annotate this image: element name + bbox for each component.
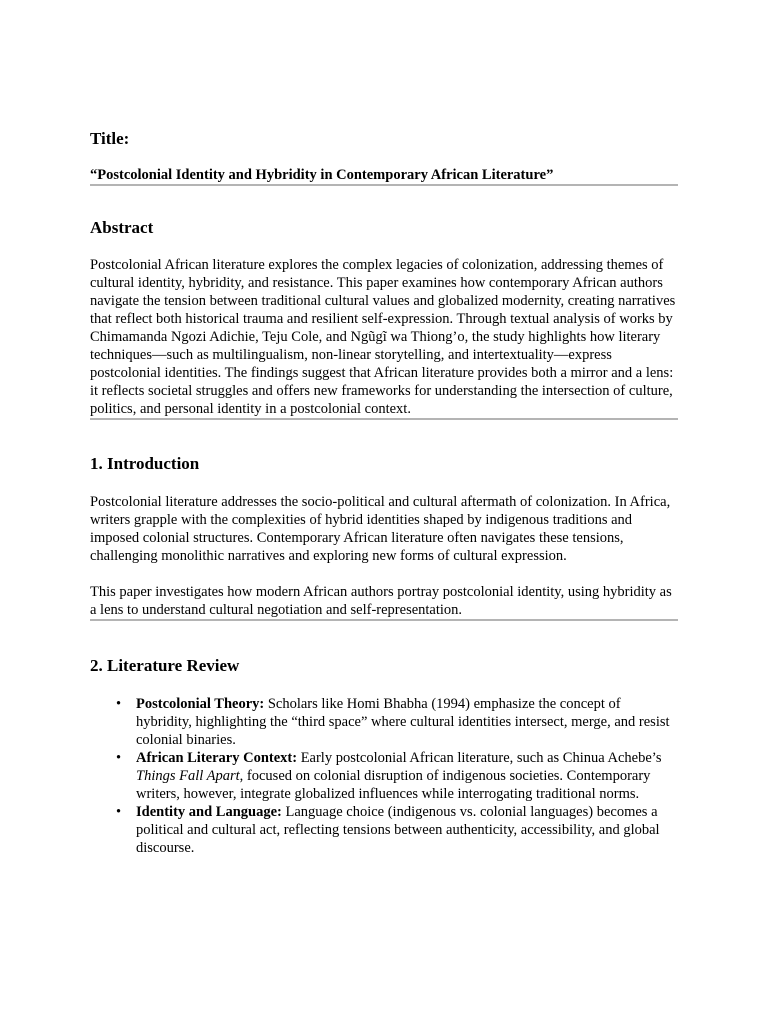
list-item	[116, 695, 678, 749]
abstract-heading: Abstract	[90, 218, 154, 237]
bullet-icon: •	[116, 750, 122, 766]
divider	[90, 418, 678, 420]
divider	[90, 619, 678, 621]
list-item-term: Postcolonial Theory:	[136, 696, 265, 712]
abstract-text: Postcolonial African literature explores the complex legacies of colonization, addressing themes of cultural identity, hybridity, and resistance. This paper examines how contemporary African authors navigate the tension between traditional cultural values and globalized modernity, creating narratives that reflect both historical trauma and resilient self-expression. Through textual analysis of works by Chimamanda Ngozi Adichie, Teju Cole, and Ngũgĩ wa Thiong’o, the study highlights how literary techniques—such as multilingualism, non-linear storytelling, and intertextuality—express postcolonial identities. The findings suggest that African literature provides both a mirror and a lens: it reflects societal struggles and offers new frameworks for understanding the intersection of culture, politics, and personal identity in a postcolonial context.	[90, 257, 676, 417]
list-item-text: , focused on colonial disruption of indigenous societies. Contemporary writers, however, integrate globalized influences while interrogating traditional norms.	[136, 768, 651, 802]
list-item	[116, 803, 678, 857]
literature-review-heading: 2. Literature Review	[90, 656, 240, 675]
bullet-icon: •	[116, 696, 122, 712]
book-title: Things Fall Apart	[136, 768, 240, 784]
list-item-text: Early postcolonial African literature, such as Chinua Achebe’s	[297, 750, 662, 766]
list-item-term: Identity and Language:	[136, 804, 282, 820]
list-item-term: African Literary Context:	[136, 750, 298, 766]
paper-title: “Postcolonial Identity and Hybridity in Contemporary African Literature”	[90, 167, 554, 183]
divider	[90, 184, 678, 186]
list-item-text: Scholars like Homi Bhabha (1994) emphasize the concept of hybridity, highlighting the “third space” where cultural identities intersect, merge, and resist colonial binaries.	[136, 696, 670, 748]
bullet-icon: •	[116, 804, 122, 820]
title-label: Title:	[90, 129, 130, 148]
list-item-text: Language choice (indigenous vs. colonial languages) becomes a political and cultural act, reflecting tensions between authenticity, accessibility, and global discourse.	[136, 804, 660, 856]
introduction-paragraph: This paper investigates how modern African authors portray postcolonial identity, using hybridity as a lens to understand cultural negotiation and self-representation.	[90, 584, 672, 618]
literature-review-list	[90, 695, 678, 857]
list-item	[116, 749, 678, 803]
introduction-paragraph: Postcolonial literature addresses the socio-political and cultural aftermath of colonization. In Africa, writers grapple with the complexities of hybrid identities shaped by indigenous traditions and imposed colonial structures. Contemporary African literature often navigates these tensions, challenging monolithic narratives and exploring new forms of cultural expression.	[90, 494, 671, 564]
introduction-heading: 1. Introduction	[90, 454, 200, 473]
